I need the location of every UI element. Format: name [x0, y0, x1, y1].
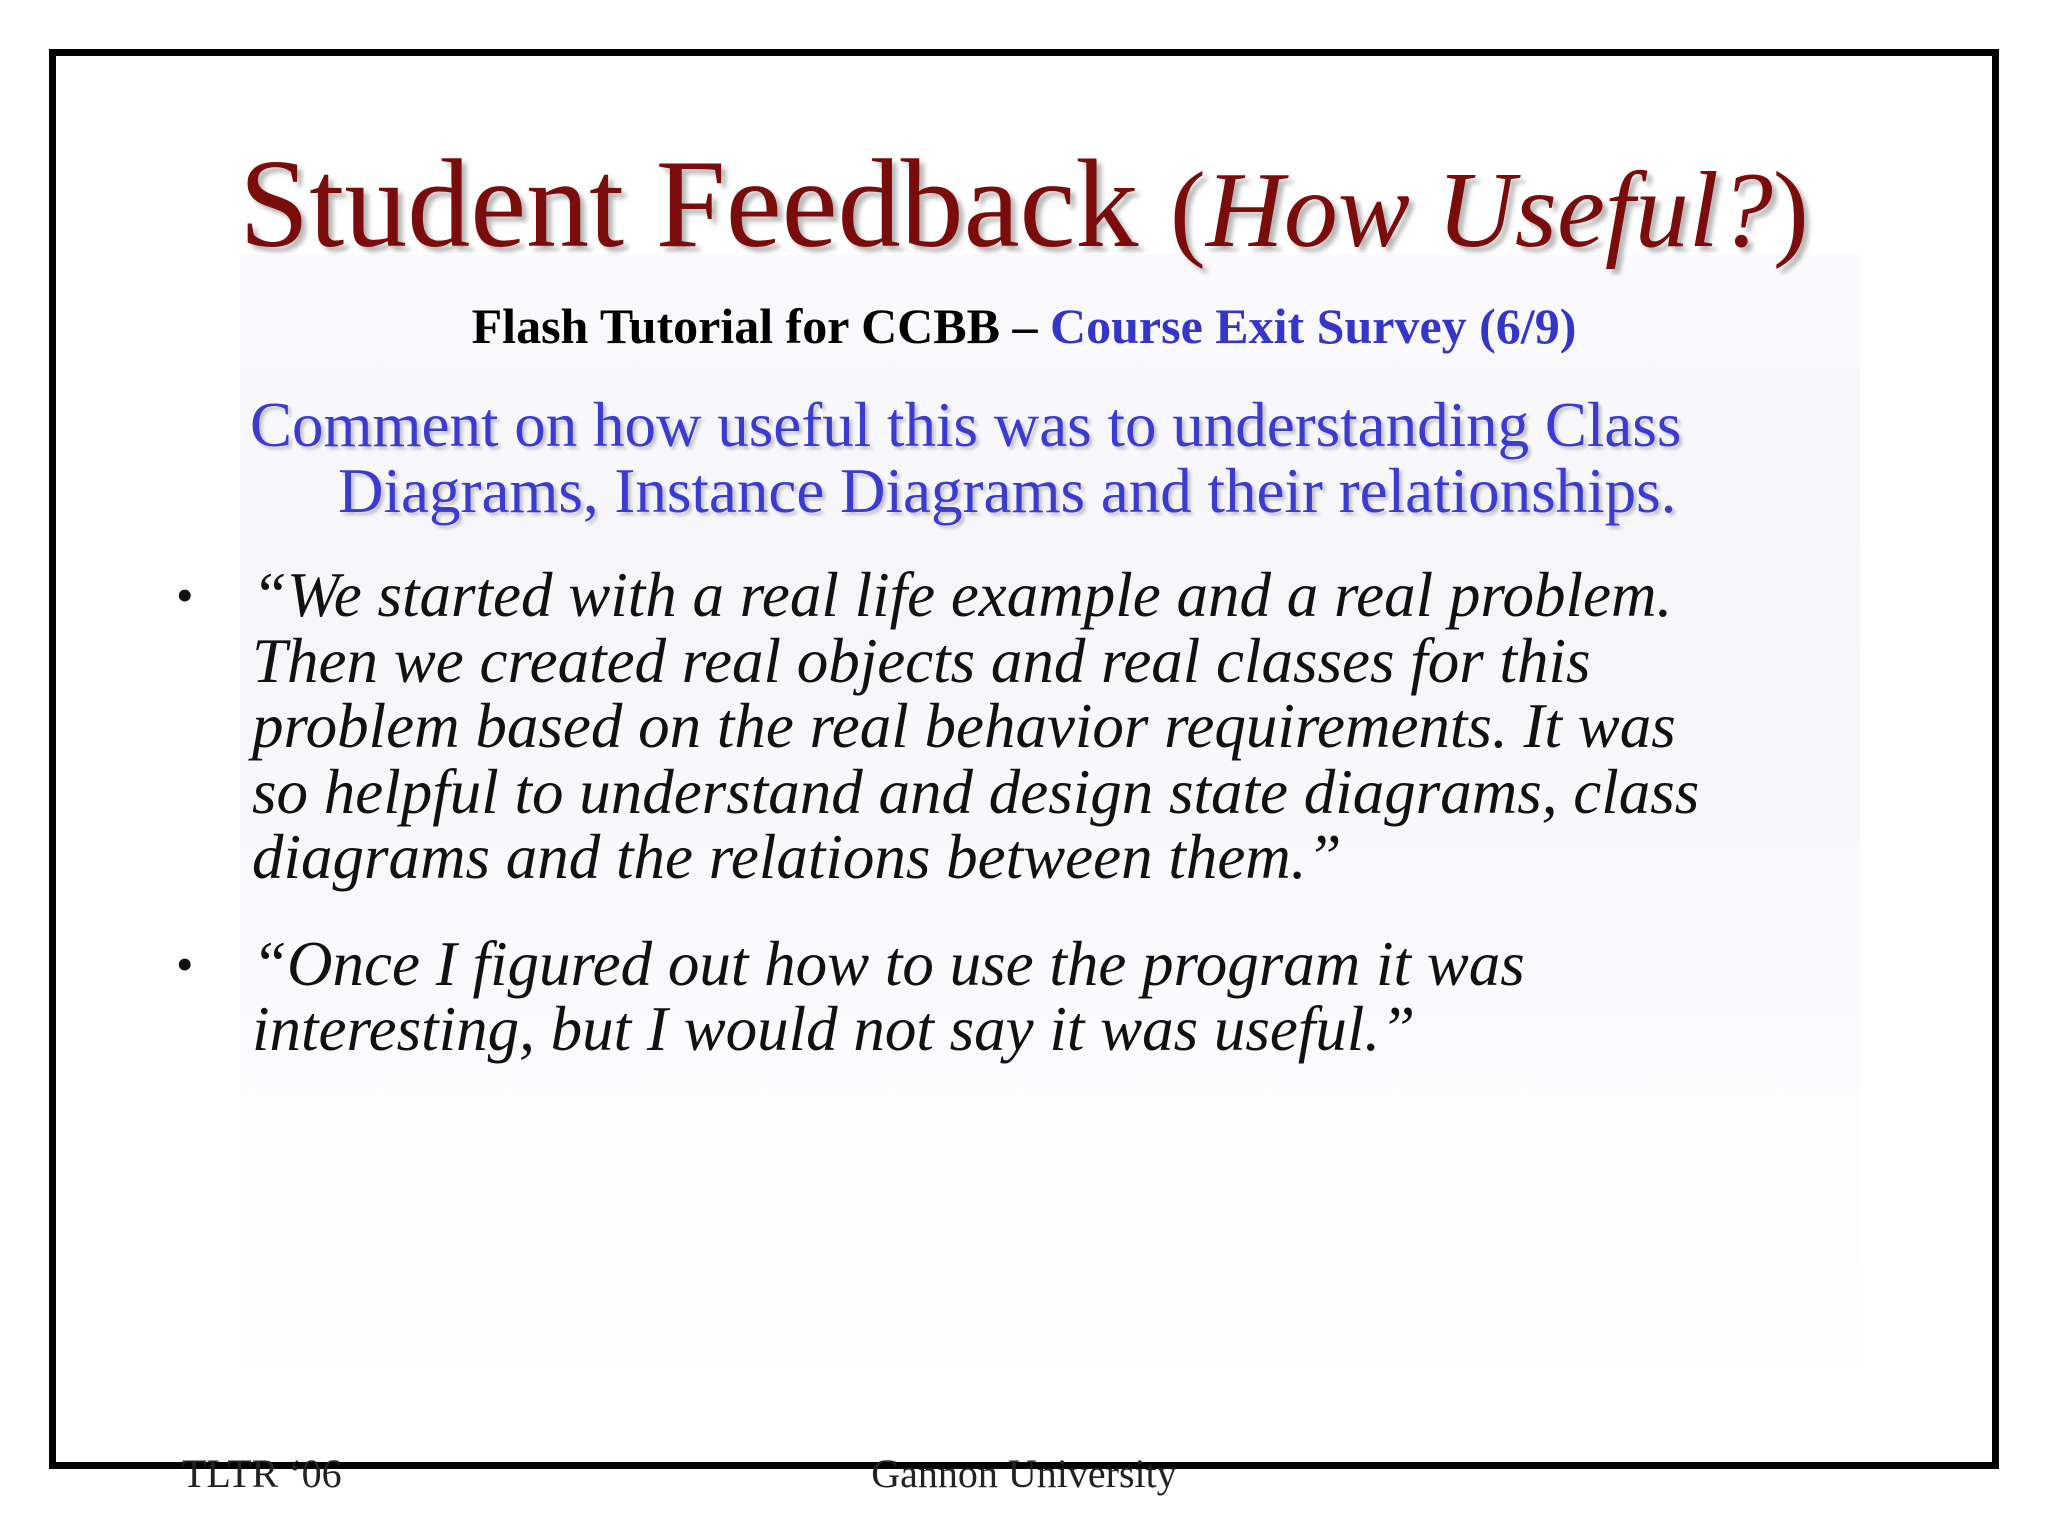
bullet-icon: • — [176, 935, 194, 992]
title-paren-open: ( — [1169, 151, 1206, 270]
subtitle-course: Flash Tutorial for CCBB – — [471, 298, 1050, 354]
footer-university: Gannon University — [871, 1451, 1177, 1496]
quote-line: so helpful to understand and design state diagrams, class — [252, 756, 1700, 827]
title-italic: How Useful? — [1205, 151, 1773, 270]
slide-subtitle — [0, 296, 2048, 356]
quote-line: diagrams and the relations between them.” — [252, 822, 1342, 892]
survey-question-line: Diagrams, Instance Diagrams and their relationships. — [338, 456, 1677, 526]
bullet-icon: • — [176, 567, 194, 623]
quote-line: interesting, but I would not say it was useful.” — [252, 994, 1416, 1064]
survey-question — [250, 392, 1890, 524]
survey-question-line: Comment on how useful this was to understanding Class — [250, 390, 1682, 460]
quote-line: “We started with a real life example and a real problem. — [252, 560, 1673, 630]
quote-line: problem based on the real behavior requirements. It was — [252, 691, 1676, 761]
footer-conference: TLTR ‘06 — [182, 1451, 342, 1496]
title-main: Student Feedback — [239, 135, 1139, 274]
title-paren-close: ) — [1772, 151, 1809, 270]
slide-title — [0, 130, 2048, 286]
feedback-list — [170, 560, 1890, 1064]
quote-line: “Once I figured out how to use the program it was — [252, 928, 1525, 999]
quote-line: Then we created real objects and real classes for this — [252, 625, 1591, 696]
feedback-quote — [170, 928, 1890, 1064]
subtitle-survey: Course Exit Survey (6/9) — [1050, 298, 1577, 354]
feedback-quote — [170, 560, 1890, 892]
